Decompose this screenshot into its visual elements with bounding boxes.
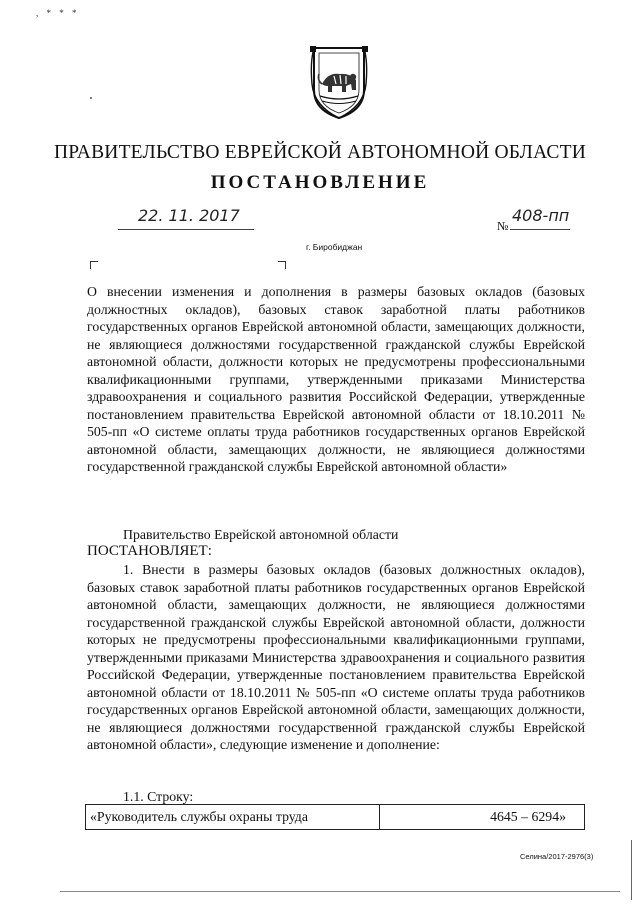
document-subject: О внесении изменения и дополнения в размеры базовых окладов (базовых должностных окладов), базовых ставок заработной платы работников государственных органов Еврейской автономной области, замещающих должности, не являющиеся должностями государственной гражданской службы Еврейской автономной области, должности которых не предусмотрены профессиональными квалификационными группами, утвержденными приказами Министерства здравоохранения и социального развития Российской Федерации, утвержденные постановлением правительства Еврейской автономной области от 18.10.2011 № 505-пп «О системе оплаты труда работников государственных органов Еврейской автономной области, замещающих должности, не являющиеся должностями государственной гражданской службы Еврейской автономной области»	[87, 284, 585, 474]
number-label: №	[497, 219, 509, 233]
scan-edge-line	[631, 840, 632, 900]
corner-mark-right	[278, 261, 286, 269]
scan-dot	[90, 97, 92, 99]
government-title: ПРАВИТЕЛЬСТВО ЕВРЕЙСКОЙ АВТОНОМНОЙ ОБЛАСТИ	[53, 142, 587, 163]
preamble: Правительство Еврейской автономной области	[123, 527, 399, 542]
coat-of-arms-icon	[306, 44, 372, 120]
handwritten-number: 408-пп	[512, 206, 570, 225]
handwritten-date: 22. 11. 2017	[138, 206, 240, 225]
date-underline	[118, 229, 254, 230]
clause-1-1: 1.1. Строку:	[123, 789, 194, 804]
scan-artifact: , * * *	[36, 8, 80, 18]
scan-bottom-line	[60, 891, 620, 892]
footer-reference: Селина/2017-2976(3)	[520, 852, 594, 861]
number-underline	[510, 229, 570, 230]
corner-mark-left	[90, 261, 98, 269]
table-row	[86, 805, 585, 830]
decree-word: ПОСТАНОВЛЯЕТ:	[87, 543, 212, 559]
table-cell-position: «Руководитель службы охраны труда	[86, 805, 380, 830]
salary-table	[85, 804, 585, 830]
clause-1: 1. Внести в размеры базовых окладов (базовых должностных окладов), базовых ставок заработной платы работников государственных органов Еврейской автономной области, замещающих должности, не являющиеся должностями государственной гражданской службы Еврейской автономной области, должности которых не предусмотрены профессиональными квалификационными группами, утвержденными приказами Министерства здравоохранения и социального развития Российской Федерации, утвержденные постановлением правительства Еврейской автономной области от 18.10.2011 № 505-пп «О системе оплаты труда работников государственных органов Еврейской автономной области, замещающих должности, не являющиеся должностями государственной гражданской службы Еврейской автономной области», следующие изменение и дополнение:	[87, 562, 585, 752]
document-type: ПОСТАНОВЛЕНИЕ	[210, 172, 430, 193]
city-label: г. Биробиджан	[306, 242, 363, 252]
table-cell-salary: 4645 – 6294»	[380, 805, 585, 830]
